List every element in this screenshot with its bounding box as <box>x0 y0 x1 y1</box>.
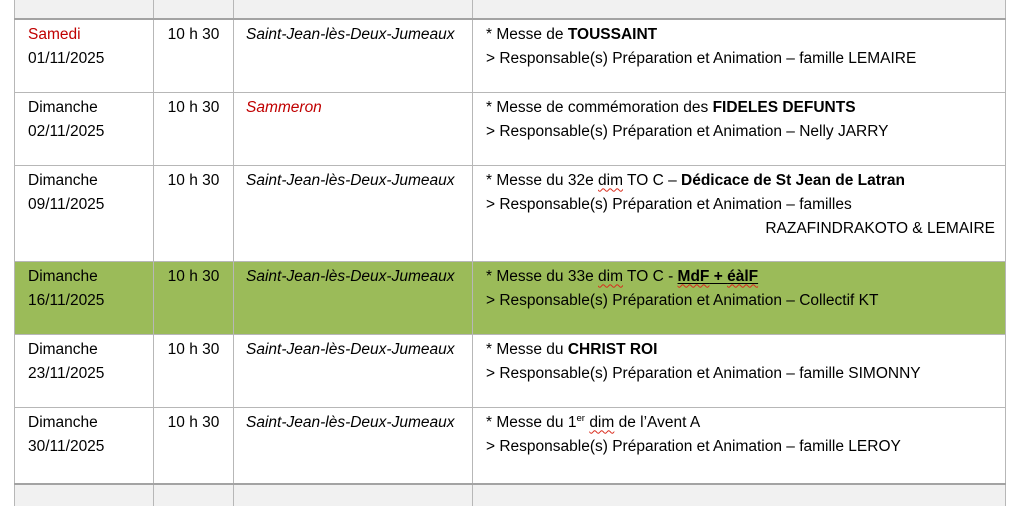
description-line <box>486 120 997 144</box>
text-segment: > Responsable(s) Préparation et Animation – famille LEMAIRE <box>486 50 917 67</box>
description-line <box>486 169 997 193</box>
date-label: 09/11/2025 <box>28 195 105 213</box>
location-label: Saint-Jean-lès-Deux-Jumeaux <box>246 26 455 43</box>
time-cell: 10 h 30 <box>154 92 234 165</box>
text-segment: * Messe du 1 <box>486 413 577 431</box>
day-label: Dimanche <box>28 98 98 116</box>
time-cell: 10 h 30 <box>154 334 234 407</box>
empty-row-bottom <box>15 484 1006 506</box>
date-label: 16/11/2025 <box>28 291 105 309</box>
description-cell <box>473 19 1006 92</box>
description-line <box>486 47 997 71</box>
empty-cell <box>473 0 1006 19</box>
date-label: 30/11/2025 <box>28 437 105 455</box>
description-cell <box>473 334 1006 407</box>
text-segment: * Messe du 32e <box>486 171 599 189</box>
day-label: Samedi <box>28 26 81 43</box>
description-cell <box>473 92 1006 165</box>
text-segment: * Messe du 33e <box>486 267 599 285</box>
description-line <box>486 217 997 241</box>
day-date-cell <box>15 92 154 165</box>
day-date-cell <box>15 261 154 334</box>
text-segment: + <box>709 267 728 285</box>
time-cell: 10 h 30 <box>154 261 234 334</box>
location-label: Saint-Jean-lès-Deux-Jumeaux <box>246 340 455 358</box>
time-cell: 10 h 30 <box>154 407 234 484</box>
description-line <box>486 435 997 459</box>
empty-cell <box>154 0 234 19</box>
day-label: Dimanche <box>28 171 98 189</box>
description-line <box>486 96 997 120</box>
location-label: Saint-Jean-lès-Deux-Jumeaux <box>246 267 455 285</box>
description-line <box>486 289 997 313</box>
location-label: Saint-Jean-lès-Deux-Jumeaux <box>246 171 455 189</box>
day-label: Dimanche <box>28 413 98 431</box>
schedule-row <box>15 165 1006 261</box>
empty-row-top <box>15 0 1006 19</box>
description-line <box>486 23 997 47</box>
description-cell <box>473 407 1006 484</box>
schedule-row <box>15 407 1006 484</box>
location-cell <box>234 92 473 165</box>
text-segment: FIDELES DEFUNTS <box>712 98 856 116</box>
time-cell: 10 h 30 <box>154 165 234 261</box>
schedule-row <box>15 334 1006 407</box>
text-segment: TOUSSAINT <box>567 26 658 43</box>
schedule-row <box>15 261 1006 334</box>
text-segment: > Responsable(s) Préparation et Animation – famille SIMONNY <box>486 364 921 382</box>
description-cell <box>473 165 1006 261</box>
description-line <box>486 338 997 362</box>
empty-cell <box>15 0 154 19</box>
text-segment: * Messe du <box>486 340 568 358</box>
text-segment: de l’Avent A <box>614 413 701 431</box>
text-segment: TO C – <box>623 171 682 189</box>
schedule-row <box>15 92 1006 165</box>
day-date-cell <box>15 165 154 261</box>
location-label: Saint-Jean-lès-Deux-Jumeaux <box>246 413 455 431</box>
misspelled-text: dim <box>589 413 615 431</box>
description-cell <box>473 261 1006 334</box>
date-label: 02/11/2025 <box>28 122 105 140</box>
text-segment: > Responsable(s) Préparation et Animation – Nelly JARRY <box>486 122 889 140</box>
text-segment: * Messe de commémoration des <box>486 98 713 116</box>
misspelled-text: éàlF <box>727 267 759 285</box>
text-segment <box>727 268 758 285</box>
description-line <box>486 411 997 435</box>
mass-schedule-table <box>14 0 1006 506</box>
day-label: Dimanche <box>28 340 98 358</box>
empty-cell <box>234 484 473 506</box>
text-segment: * Messe de <box>486 26 568 43</box>
misspelled-text: dim <box>598 267 623 285</box>
empty-cell <box>473 484 1006 506</box>
date-label: 23/11/2025 <box>28 364 105 382</box>
day-date-cell <box>15 407 154 484</box>
empty-cell <box>15 484 154 506</box>
schedule-body <box>15 0 1006 506</box>
location-cell <box>234 165 473 261</box>
schedule-row <box>15 19 1006 92</box>
location-cell <box>234 407 473 484</box>
description-line <box>486 362 997 386</box>
text-segment: > Responsable(s) Préparation et Animation – Collectif KT <box>486 291 879 309</box>
location-cell <box>234 19 473 92</box>
day-date-cell <box>15 19 154 92</box>
text-segment: > Responsable(s) Préparation et Animation – famille LEROY <box>486 437 901 455</box>
text-segment: RAZAFINDRAKOTO & LEMAIRE <box>765 219 995 237</box>
day-label: Dimanche <box>28 267 98 285</box>
location-label: Sammeron <box>246 98 322 116</box>
time-cell: 10 h 30 <box>154 19 234 92</box>
misspelled-text: dim <box>598 171 623 189</box>
text-segment: Dédicace de St Jean de Latran <box>681 171 905 189</box>
text-segment: > Responsable(s) Préparation et Animation – familles <box>486 195 852 213</box>
text-segment: TO C - <box>623 267 678 285</box>
description-line <box>486 193 997 217</box>
location-cell <box>234 261 473 334</box>
text-segment <box>678 268 710 285</box>
description-line <box>486 265 997 289</box>
empty-cell <box>234 0 473 19</box>
text-segment: CHRIST ROI <box>567 340 658 358</box>
day-date-cell <box>15 334 154 407</box>
text-segment: er <box>576 412 585 424</box>
misspelled-text: MdF <box>677 267 710 285</box>
empty-cell <box>154 484 234 506</box>
date-label: 01/11/2025 <box>28 50 105 67</box>
location-cell <box>234 334 473 407</box>
